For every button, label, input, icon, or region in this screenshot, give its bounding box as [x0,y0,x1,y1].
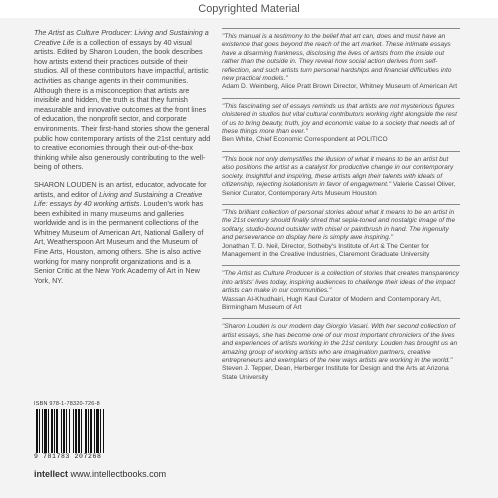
barcode-bar [61,409,62,453]
intro-paragraph [34,28,212,172]
barcode-bar [78,409,80,453]
barcode-bar [48,409,49,453]
bio-book-title: Living and Sustaining a Creative Life: essays by 40 working artists [34,189,203,209]
blurb-quote: "The Artist as Culture Producer is a collection of stories that creates transparency into artists' lives today, inspiring audiences to challenge their ideas of the impact artists can make in our communities." [222,270,460,295]
blurb-attribution: Adam D. Weinberg, Alice Pratt Brown Director, Whitney Museum of American Art [222,83,458,91]
barcode-bar [90,409,92,453]
barcode-bar [81,409,82,453]
barcode-bar [39,409,40,453]
barcode-graphic [34,409,108,453]
barcode-bar [51,409,53,453]
barcode [34,401,108,463]
barcode-bars [34,409,108,453]
barcode-bar [63,409,65,453]
barcode-bar [73,409,74,453]
blurbs-column [222,28,460,388]
blurb-attribution: Wassan Al-Khudhairi, Hugh Kaul Curator of Modern and Contemporary Art, Birmingham Museum of Art [222,295,441,311]
intro-text: is a collection of essays by 40 visual artists. Edited by Sharon Louden, the book describes how artists extend their practices outside of their studios. All of these contributors have impactful, artistic activities as change agents in their communities. Although there is a misconception that artists are invisible and hidden, the truth is that they furnish measurable and innovative outcomes at the front lines of education, the nonprofit sector, and corporate environments. Their first-hand stories show the general public how contemporary artists of the 21st century add to creative economies through their out-of-the-box thinking while also generously contributing to the well-being of others. [34,37,211,172]
barcode-bar [100,409,101,453]
book-title: The Artist as Culture Producer: Living and Sustaining a Creative Life [34,28,209,47]
barcode-bar [75,409,77,453]
isbn-label: ISBN 978-1-78320-726-8 [34,401,100,407]
barcode-bar [96,409,99,453]
blurb-quote: "Sharon Louden is our modern day Giorgio Vasari. With her second collection of artist essays, she has become one of our most important chroniclers of the lives and experiences of artists working in the 21st century. Louden has brought us an amazing group of working artists who are imagination partners, creative entrepreneurs and exemplars of the new ways artists are working in the world." [222,323,458,364]
copyright-banner: Copyrighted Material [0,0,498,18]
barcode-bar [94,409,95,453]
blurb-quote [222,156,460,198]
blurb-attribution: Valerie Cassel Oliver, Senior Curator, Contemporary Arts Museum Houston [222,181,456,197]
blurb-quote-text: "This book not only demystifies the illusion of what it means to be an artist but also positions the artist as a catalyst for productive change in our contemporary society. Insightful and inspiring, these artists align their talents with ideals of citizenship, rejecting isolationism in favor of engagement." [222,155,454,189]
barcode-bar [103,409,104,453]
bio-start: SHARON LOUDEN is an artist, educator, advocate for artists, and editor of [34,179,207,199]
blurb [222,98,460,145]
blurb-attribution: Ben White, Chief Economic Correspondent at POLITICO [222,136,388,144]
left-column [34,28,212,293]
blurb-quote: "This manual is a testimony to the belief that art can, does and must have an existence that goes beyond the reach of the art market. These intimate essays have a disarming frankness, disclosing the lives of artists from the inside out rather than the outside in. They reveal how social action derives from self-reflection, and such artists turn personal hardships and financial difficulties into new practical models." [222,33,452,83]
barcode-bar [42,409,43,453]
blurb [222,204,460,259]
barcode-bar [36,409,38,453]
barcode-bar [66,409,67,453]
blurb [222,28,460,92]
bio-paragraph [34,180,212,286]
barcode-bar [56,409,58,453]
blurb [222,151,460,198]
barcode-bar [44,409,47,453]
publisher-line [34,469,166,479]
bio-rest: . Louden's work has been exhibited in many museums and galleries worldwide and is in the permanent collections of the Whitney Museum of American Art, National Gallery of Art, Weatherspoon Art Museum and the Museum of Fine Arts, Houston, among others. She is also active working for many nonprofit organizations and is a Senior Critic at the New York Academy of Art in New York, NY. [34,199,204,285]
blurb-quote: "This brilliant collection of personal stories about what it means to be an artist in the 21st century should finally shred that sepia-toned and nostalgic image of the solitary, studio-bound outsider with chisel or paintbrush in hand. The ingenuity and perseverance on display here is simply awe inspiring." [222,208,456,242]
publisher-url[interactable]: www.intellectbooks.com [70,469,167,479]
blurb [222,318,460,382]
barcode-bar [54,409,55,453]
barcode-bar [85,409,87,453]
blurb-quote: "This fascinating set of essays reminds us that artists are not mysterious figures cloistered in studios but vital cultural contributors working right alongside the rest of us to bring beauty, truth, joy and economic value to a society that needs all of these things more than ever." [222,102,457,136]
barcode-bar [88,409,89,453]
blurb-attribution: Steven J. Tepper, Dean, Herberger Institute for Design and the Arts at Arizona State University [222,365,449,381]
barcode-bar [69,409,70,453]
barcode-digits: 9 781783 207268 [34,453,102,460]
blurb [222,265,460,312]
blurb-attribution: Jonathan T. D. Neil, Director, Sotheby's Institute of Art & The Center for Management in the Creative Industries, Claremont Graduate University [222,242,430,258]
publisher-name: intellect [34,469,69,479]
